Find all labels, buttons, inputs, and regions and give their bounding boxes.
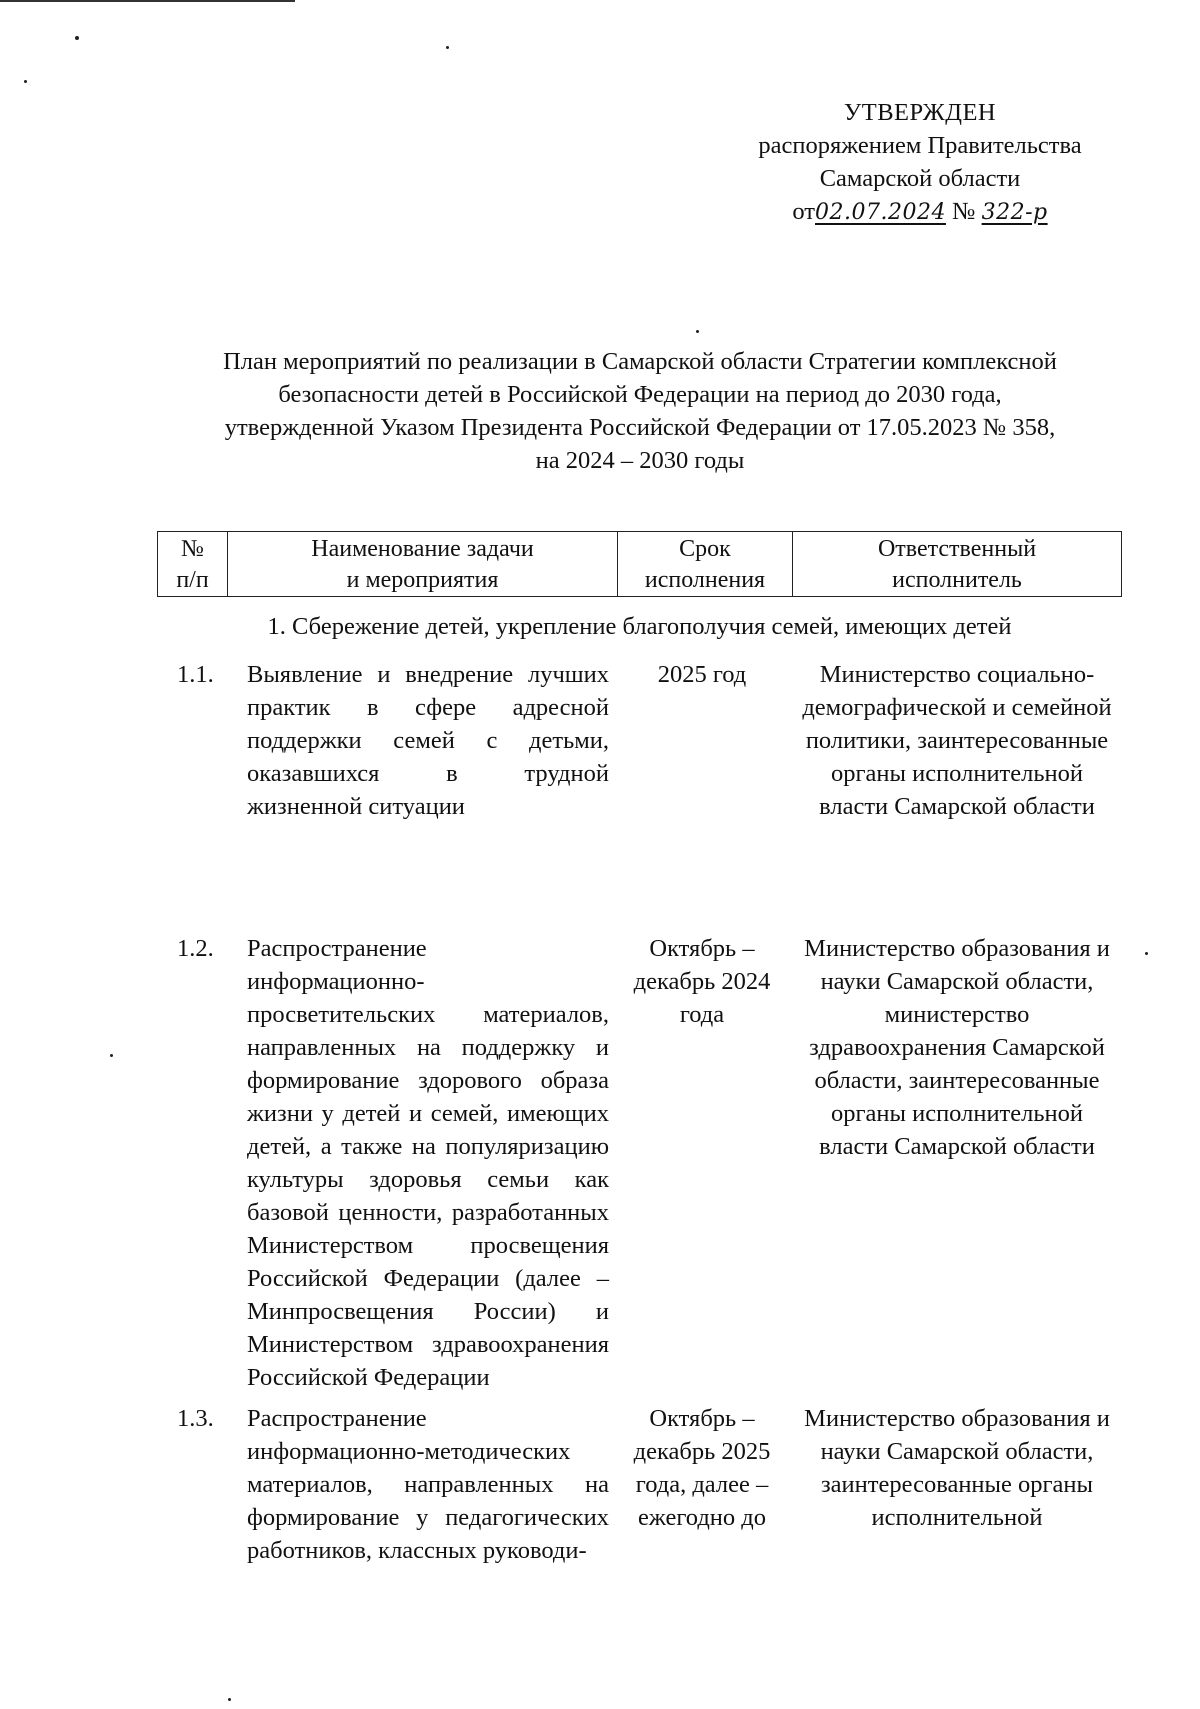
approval-line-1: распоряжением Правительства xyxy=(758,132,1082,159)
header-number-line-1: № xyxy=(181,536,204,562)
row-task: Распространение информационно-просветительских материалов, направленных на поддержку и формирование здорового образа жизни у детей и семей, имеющих детей, а также на популяризацию культуры здоровья семьи как базовой ценности, разработанных Министерством просвещения Российской Федерации (далее – Минпросвещения России) и Министерством здравоохранения Российской Федерации xyxy=(247,935,609,1391)
header-task xyxy=(228,532,618,597)
approval-line-2: Самарской области xyxy=(819,165,1021,192)
page-title xyxy=(160,345,1120,477)
plan-table-header xyxy=(157,531,1122,597)
row-number: 1.3. xyxy=(177,1405,214,1432)
row-deadline: 2025 год xyxy=(657,661,747,688)
title-line-4: на 2024 – 2030 годы xyxy=(535,447,745,474)
scan-speck xyxy=(446,46,449,49)
row-task: Выявление и внедрение лучших практик в сфере адресной поддержки семей с детьми, оказавшихся в трудной жизненной ситуации xyxy=(247,661,609,820)
handwritten-number: 322-р xyxy=(981,200,1048,225)
header-deadline-line-2: исполнения xyxy=(644,567,766,593)
scan-speck xyxy=(110,1054,113,1057)
header-number-line-2: п/п xyxy=(176,567,209,593)
header-task-line-1: Наименование задачи xyxy=(311,536,534,562)
scan-speck xyxy=(696,330,699,333)
scan-speck xyxy=(228,1698,231,1701)
scan-edge-line xyxy=(0,0,295,2)
header-responsible xyxy=(793,532,1122,597)
row-responsible: Министерство социально-демографической и семейной политики, заинтересованные органы исполнительной власти Самарской области xyxy=(802,661,1112,820)
title-line-2: безопасности детей в Российской Федерации на период до 2030 года, xyxy=(278,381,1002,408)
header-deadline xyxy=(618,532,793,597)
header-deadline-line-1: Срок xyxy=(679,536,731,562)
section-heading: 1. Сбережение детей, укрепление благополучия семей, имеющих детей xyxy=(267,613,1012,640)
approval-block xyxy=(700,96,1140,229)
row-deadline: Октябрь – декабрь 2024 года xyxy=(633,935,771,1028)
header-responsible-line-1: Ответственный xyxy=(877,536,1037,562)
scan-speck xyxy=(1145,952,1148,955)
title-line-3: утвержденной Указом Президента Российской Федерации от 17.05.2023 № 358, xyxy=(224,414,1056,441)
row-deadline: Октябрь – декабрь 2025 года, далее – ежегодно до xyxy=(633,1405,771,1531)
header-responsible-line-2: исполнитель xyxy=(892,567,1022,593)
row-number: 1.1. xyxy=(177,661,214,688)
header-task-line-2: и мероприятия xyxy=(346,567,499,593)
row-task: Распространение информационно-методических материалов, направленных на формирование у педагогических работников, классных руководи- xyxy=(247,1405,609,1564)
handwritten-date: 02.07.2024 xyxy=(815,200,946,225)
header-number xyxy=(158,532,228,597)
row-responsible: Министерство образования и науки Самарской области, заинтересованные органы исполнительной xyxy=(804,1405,1110,1531)
date-prefix: от xyxy=(792,198,815,225)
row-number: 1.2. xyxy=(177,935,214,962)
approval-date-line xyxy=(700,195,1140,229)
scan-speck xyxy=(75,36,79,40)
row-responsible: Министерство образования и науки Самарской области, министерство здравоохранения Самарской области, заинтересованные органы исполнительной власти Самарской области xyxy=(804,935,1110,1160)
scan-speck xyxy=(24,80,27,83)
title-line-1: План мероприятий по реализации в Самарской области Стратегии комплексной xyxy=(223,348,1057,375)
approval-stamp: УТВЕРЖДЕН xyxy=(843,99,997,126)
number-sign: № xyxy=(952,198,976,225)
